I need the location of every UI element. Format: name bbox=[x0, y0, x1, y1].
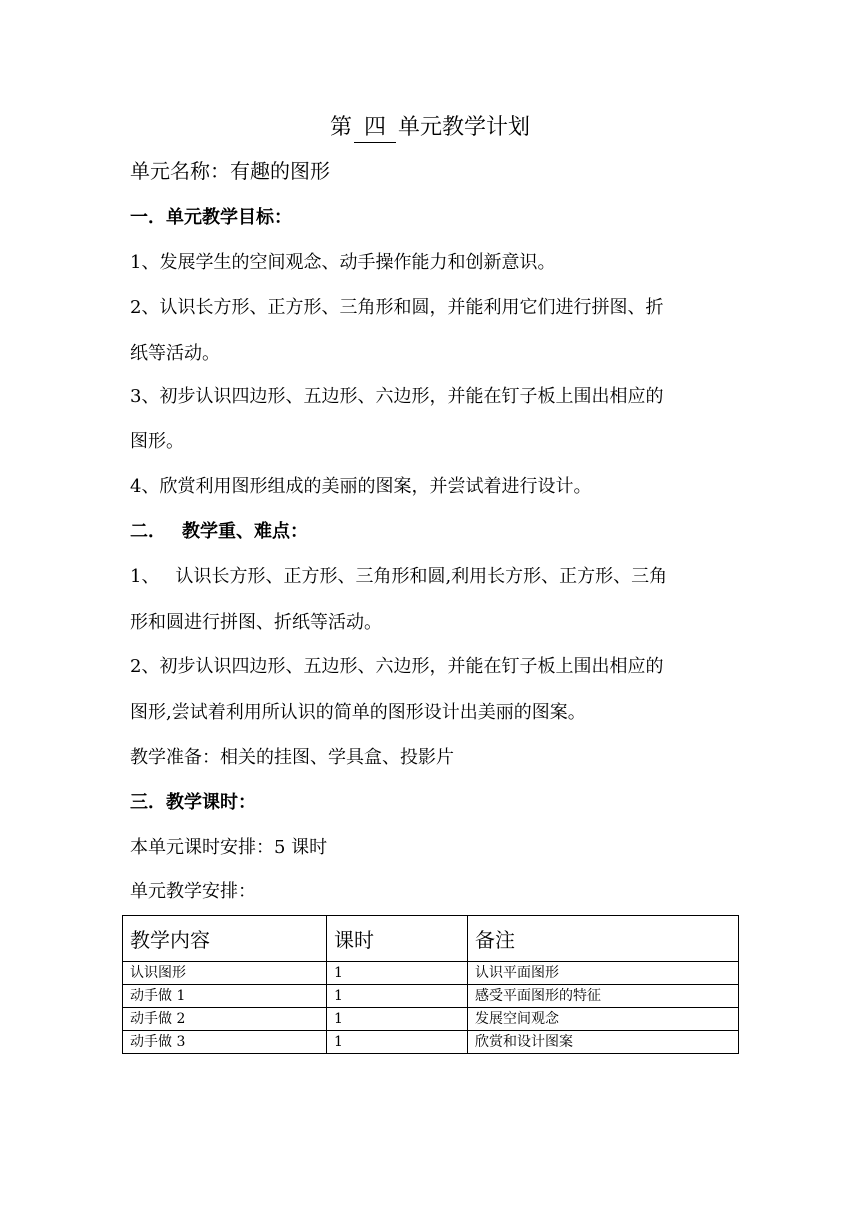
total-lessons: 本单元课时安排：5 课时 bbox=[130, 837, 328, 858]
unit-name: 单元名称：有趣的图形 bbox=[130, 159, 330, 183]
keypoint-item-continued: 图形,尝试着利用所认识的简单的图形设计出美丽的图案。 bbox=[130, 702, 586, 723]
section3-heading: 三．教学课时： bbox=[130, 792, 256, 813]
keypoint-item bbox=[130, 563, 740, 591]
cell-content: 动手做 3 bbox=[123, 1031, 327, 1054]
cell-lessons: 1 bbox=[327, 1031, 468, 1054]
keypoint-item-text: 认识长方形、正方形、三角形和圆,利用长方形、正方形、三角 bbox=[175, 566, 668, 587]
cell-notes: 发展空间观念 bbox=[468, 1008, 739, 1031]
section2-heading-text: 教学重、难点： bbox=[182, 521, 308, 542]
section2-heading bbox=[130, 518, 740, 546]
objective-item: 1、发展学生的空间观念、动手操作能力和创新意识。 bbox=[130, 252, 556, 273]
cell-notes: 欣赏和设计图案 bbox=[468, 1031, 739, 1054]
page-title bbox=[0, 112, 860, 144]
keypoint-item-continued: 形和圆进行拼图、折纸等活动。 bbox=[130, 612, 382, 633]
cell-content: 认识图形 bbox=[123, 962, 327, 985]
cell-notes: 感受平面图形的特征 bbox=[468, 985, 739, 1008]
keypoint-item: 2、初步认识四边形、五边形、六边形，并能在钉子板上围出相应的 bbox=[130, 656, 664, 677]
header-lessons: 课时 bbox=[327, 916, 468, 962]
header-notes: 备注 bbox=[468, 916, 739, 962]
header-content: 教学内容 bbox=[123, 916, 327, 962]
objective-item: 4、欣赏利用图形组成的美丽的图案，并尝试着进行设计。 bbox=[130, 476, 592, 497]
objective-item: 2、认识长方形、正方形、三角形和圆，并能利用它们进行拼图、折 bbox=[130, 297, 664, 318]
unit-number-blank: 四 bbox=[354, 114, 396, 143]
cell-notes: 认识平面图形 bbox=[468, 962, 739, 985]
schedule-label: 单元教学安排： bbox=[130, 881, 256, 902]
objective-item: 3、初步认识四边形、五边形、六边形，并能在钉子板上围出相应的 bbox=[130, 386, 664, 407]
cell-content: 动手做 2 bbox=[123, 1008, 327, 1031]
objective-item-continued: 图形。 bbox=[130, 431, 184, 452]
cell-lessons: 1 bbox=[327, 985, 468, 1008]
schedule-table bbox=[122, 915, 739, 1054]
cell-content: 动手做 1 bbox=[123, 985, 327, 1008]
section1-heading: 一．单元教学目标： bbox=[130, 207, 292, 228]
title-suffix: 单元教学计划 bbox=[398, 115, 531, 140]
table-row bbox=[123, 1008, 739, 1031]
table-header-row bbox=[123, 916, 739, 962]
objective-item-continued: 纸等活动。 bbox=[130, 343, 220, 364]
title-prefix: 第 bbox=[329, 115, 352, 140]
teaching-preparation: 教学准备：相关的挂图、学具盒、投影片 bbox=[130, 747, 454, 768]
section2-heading-num: 二． bbox=[130, 521, 166, 542]
cell-lessons: 1 bbox=[327, 962, 468, 985]
table-row bbox=[123, 962, 739, 985]
table-row bbox=[123, 985, 739, 1008]
table-row bbox=[123, 1031, 739, 1054]
cell-lessons: 1 bbox=[327, 1008, 468, 1031]
keypoint-item-num: 1、 bbox=[130, 566, 160, 587]
